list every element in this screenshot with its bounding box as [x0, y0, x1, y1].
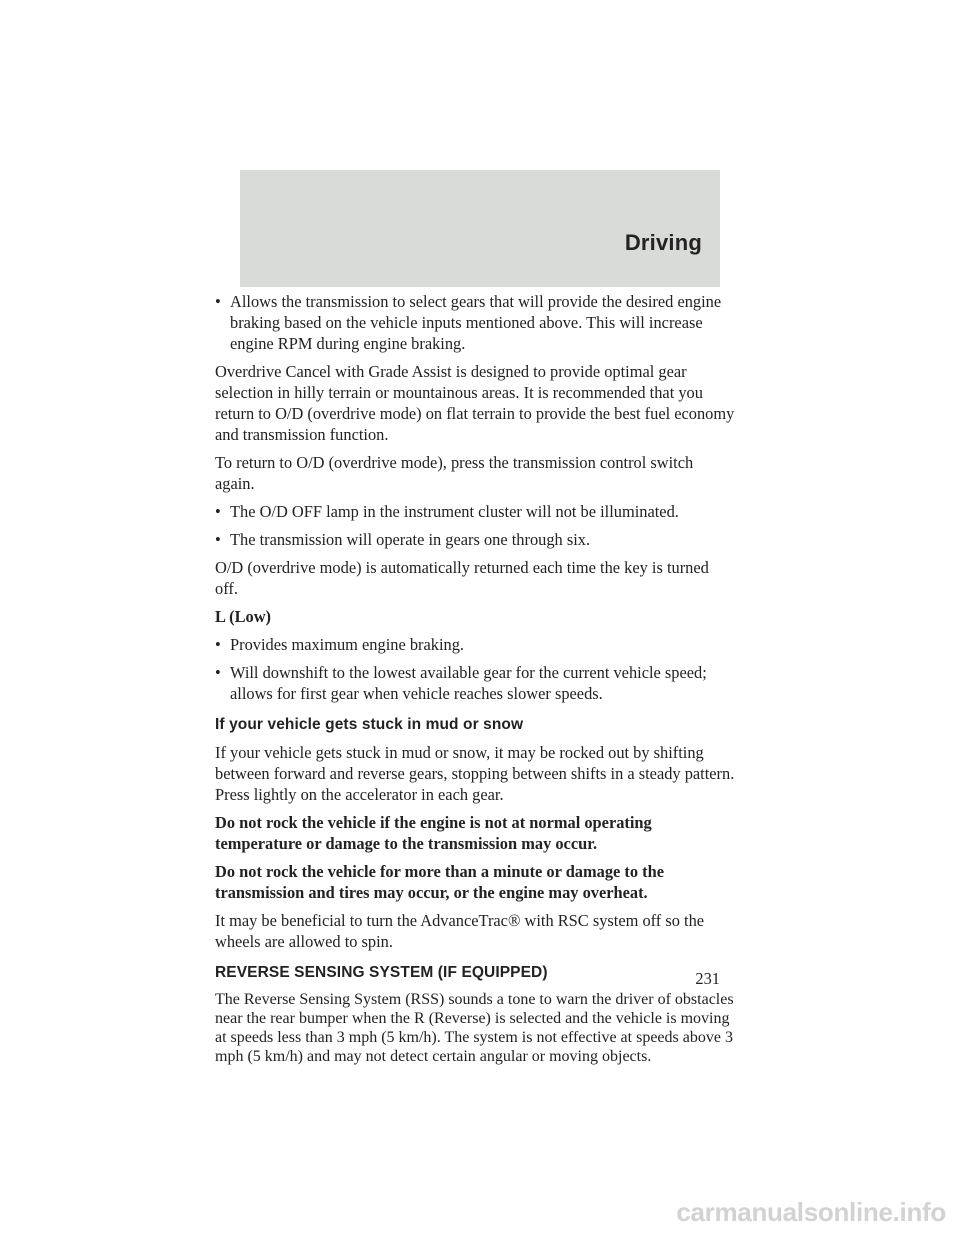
- paragraph-return-od: To return to O/D (overdrive mode), press the transmission control switch again.: [215, 453, 694, 493]
- warning-temperature: Do not rock the vehicle if the engine is not at normal operating temperature or damage to the transmission may occur.: [215, 813, 652, 853]
- paragraph-auto-return: O/D (overdrive mode) is automatically returned each time the key is turned off.: [215, 558, 709, 598]
- bullet-gears: [215, 529, 735, 550]
- page-content: [215, 291, 735, 1073]
- rss-heading: REVERSE SENSING SYSTEM (IF EQUIPPED): [215, 964, 548, 981]
- paragraph-advancetrac: It may be beneficial to turn the AdvanceTrac® with RSC system off so the wheels are allowed to spin.: [215, 911, 705, 951]
- bullet-mark: •: [215, 292, 221, 311]
- bullet-text: Allows the transmission to select gears that will provide the desired engine braking based on the vehicle inputs mentioned above. This will increase engine RPM during engine braking.: [230, 292, 722, 353]
- bullet-engine-braking: [215, 291, 735, 354]
- page-number: 231: [695, 969, 720, 988]
- bullet-od-lamp: [215, 501, 735, 522]
- paragraph-rss: The Reverse Sensing System (RSS) sounds a tone to warn the driver of obstacles near the rear bumper when the R (Reverse) is selected and the vehicle is moving at speeds less than 3 mph (5 km/h). The system is not effective at speeds above 3 mph (5 km/h) and may not detect certain angular or moving objects.: [215, 991, 734, 1065]
- paragraph-grade-assist: Overdrive Cancel with Grade Assist is designed to provide optimal gear selection in hilly terrain or mountainous areas. It is recommended that you return to O/D (overdrive mode) on flat terrain to provide the best fuel economy and transmission function.: [215, 362, 735, 444]
- watermark: carmanualsonline.info: [676, 1197, 946, 1227]
- bullet-mark: •: [215, 663, 221, 682]
- bullet-text: Provides maximum engine braking.: [230, 635, 464, 654]
- section-header-band: [240, 170, 720, 287]
- warning-minute: Do not rock the vehicle for more than a minute or damage to the transmission and tires may occur, or the engine may overheat.: [215, 862, 665, 902]
- bullet-downshift: [215, 662, 735, 704]
- bullet-max-braking: [215, 634, 735, 655]
- bullet-mark: •: [215, 530, 221, 549]
- bullet-text: The transmission will operate in gears one through six.: [230, 530, 591, 549]
- low-heading: L (Low): [215, 607, 272, 626]
- bullet-text: Will downshift to the lowest available gear for the current vehicle speed; allows for first gear when vehicle reaches slower speeds.: [230, 663, 707, 703]
- section-title: Driving: [624, 230, 702, 255]
- bullet-text: The O/D OFF lamp in the instrument cluster will not be illuminated.: [230, 502, 679, 521]
- bullet-mark: •: [215, 502, 221, 521]
- stuck-heading: If your vehicle gets stuck in mud or snow: [215, 716, 524, 733]
- bullet-mark: •: [215, 635, 221, 654]
- paragraph-stuck: If your vehicle gets stuck in mud or snow, it may be rocked out by shifting between forward and reverse gears, stopping between shifts in a steady pattern. Press lightly on the accelerator in each gear.: [215, 743, 735, 804]
